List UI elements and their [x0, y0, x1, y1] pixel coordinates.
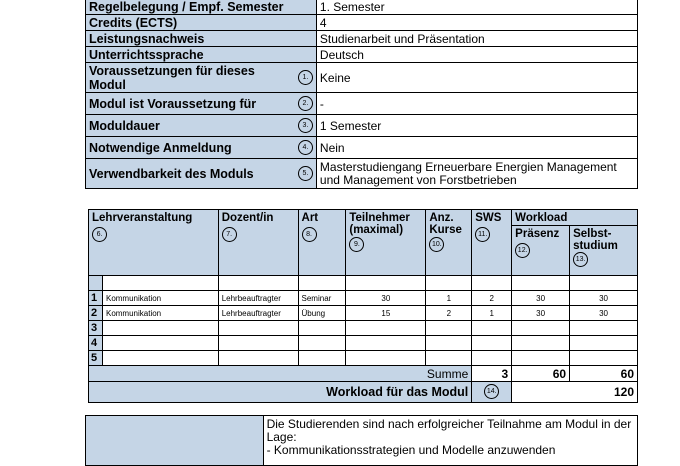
info-label: Moduldauer	[89, 118, 160, 133]
info-row	[86, 115, 638, 137]
info-row	[86, 15, 638, 31]
course-selbst: 30	[570, 306, 638, 321]
header-selbst-label: Selbst-studium	[573, 228, 618, 252]
table-row	[89, 321, 638, 336]
course-teilnehmer: 15	[346, 306, 426, 321]
info-value: 4	[316, 15, 637, 31]
workload-label: Workload für das Modul	[89, 382, 472, 403]
outcomes-label-cell	[86, 416, 264, 466]
course-header-row	[89, 210, 638, 226]
info-value: Keine	[316, 63, 637, 93]
header-kurse	[426, 210, 472, 276]
course-kurse: 2	[426, 306, 472, 321]
course-sws: 2	[472, 291, 512, 306]
course-teilnehmer: 30	[346, 291, 426, 306]
course-praesenz: 30	[512, 291, 570, 306]
footnote-marker: 7.	[222, 227, 237, 242]
course-selbst: 30	[570, 291, 638, 306]
summe-selbst: 60	[570, 366, 638, 382]
workload-marker-cell	[472, 382, 512, 403]
table-row	[89, 336, 638, 351]
outcomes-line-2: - Kommunikationsstrategien und Modelle anzuwenden	[266, 443, 556, 457]
outcomes-text	[263, 416, 637, 466]
info-label: Modul ist Voraussetzung für	[89, 96, 257, 111]
header-art-label: Art	[301, 212, 319, 224]
row-number: 4	[89, 336, 103, 351]
info-value: -	[316, 93, 637, 115]
header-praesenz-label: Präsenz	[515, 228, 560, 240]
workload-total: 120	[512, 382, 638, 403]
info-value: Masterstudiengang Erneuerbare Energien Management und Management von Forstbetrieben	[316, 159, 637, 189]
footnote-marker: 8.	[302, 227, 317, 242]
info-row	[86, 31, 638, 47]
row-number: 5	[89, 351, 103, 366]
outcomes-table	[85, 415, 638, 466]
row-number: 2	[89, 306, 103, 321]
footnote-marker: 3.	[298, 118, 313, 133]
table-row	[89, 306, 638, 321]
footnote-marker: 10.	[429, 237, 444, 252]
summe-praesenz: 60	[512, 366, 570, 382]
summe-sws: 3	[472, 366, 512, 382]
summe-label: Summe	[89, 366, 472, 382]
course-table	[88, 209, 638, 403]
header-kurse-label: Anz. Kurse	[429, 212, 462, 236]
course-dozent: Lehrbeauftragter	[218, 306, 298, 321]
course-name: Kommunikation	[102, 291, 218, 306]
info-value: Deutsch	[316, 47, 637, 63]
module-info-table	[85, 0, 638, 189]
header-sws	[472, 210, 512, 276]
header-lehrveranstaltung	[89, 210, 219, 276]
header-art	[298, 210, 346, 276]
info-row	[86, 0, 638, 15]
row-number: 1	[89, 291, 103, 306]
workload-row	[89, 382, 638, 403]
header-dozent-label: Dozent/in	[221, 212, 274, 224]
info-label: Verwendbarkeit des Moduls	[89, 166, 254, 181]
info-label: Regelbelegung / Empf. Semester	[86, 0, 317, 15]
info-label: Credits (ECTS)	[86, 15, 317, 31]
summe-row	[89, 366, 638, 382]
header-lehrveranstaltung-label: Lehrveranstaltung	[92, 212, 193, 224]
footnote-marker: 2.	[298, 96, 313, 111]
info-row	[86, 159, 638, 189]
header-teilnehmer	[346, 210, 426, 276]
footnote-marker: 1.	[298, 70, 313, 85]
course-kurse: 1	[426, 291, 472, 306]
header-dozent	[218, 210, 298, 276]
course-dozent: Lehrbeauftragter	[218, 291, 298, 306]
info-value: Studienarbeit und Präsentation	[316, 31, 637, 47]
course-praesenz: 30	[512, 306, 570, 321]
info-label: Leistungsnachweis	[86, 31, 317, 47]
footnote-marker: 14.	[484, 384, 499, 399]
info-value: Nein	[316, 137, 637, 159]
outcomes-line-1: Die Studierenden sind nach erfolgreicher Teilnahme am Modul in der Lage:	[266, 417, 632, 444]
info-label: Unterrichtssprache	[86, 47, 317, 63]
course-sws: 1	[472, 306, 512, 321]
header-praesenz	[512, 226, 570, 276]
info-row	[86, 137, 638, 159]
course-spacer-row	[89, 276, 638, 291]
course-art: Seminar	[298, 291, 346, 306]
info-value: 1. Semester	[316, 0, 637, 15]
info-label: Voraussetzungen für dieses Modul	[89, 63, 255, 92]
footnote-marker: 13.	[573, 252, 588, 267]
header-workload: Workload	[512, 210, 638, 226]
footnote-marker: 4.	[298, 140, 313, 155]
info-row	[86, 63, 638, 93]
header-teilnehmer-label: Teilnehmer (maximal)	[349, 212, 410, 236]
row-number: 3	[89, 321, 103, 336]
header-selbst	[570, 226, 638, 276]
footnote-marker: 12.	[515, 243, 530, 258]
table-row	[89, 291, 638, 306]
table-row	[89, 351, 638, 366]
footnote-marker: 11.	[475, 227, 490, 242]
info-row	[86, 47, 638, 63]
footnote-marker: 9.	[349, 237, 364, 252]
footnote-marker: 6.	[92, 227, 107, 242]
info-value: 1 Semester	[316, 115, 637, 137]
course-name: Kommunikation	[102, 306, 218, 321]
footnote-marker: 5.	[298, 166, 313, 181]
header-sws-label: SWS	[475, 212, 502, 224]
info-label: Notwendige Anmeldung	[89, 140, 232, 155]
course-art: Übung	[298, 306, 346, 321]
info-row	[86, 93, 638, 115]
